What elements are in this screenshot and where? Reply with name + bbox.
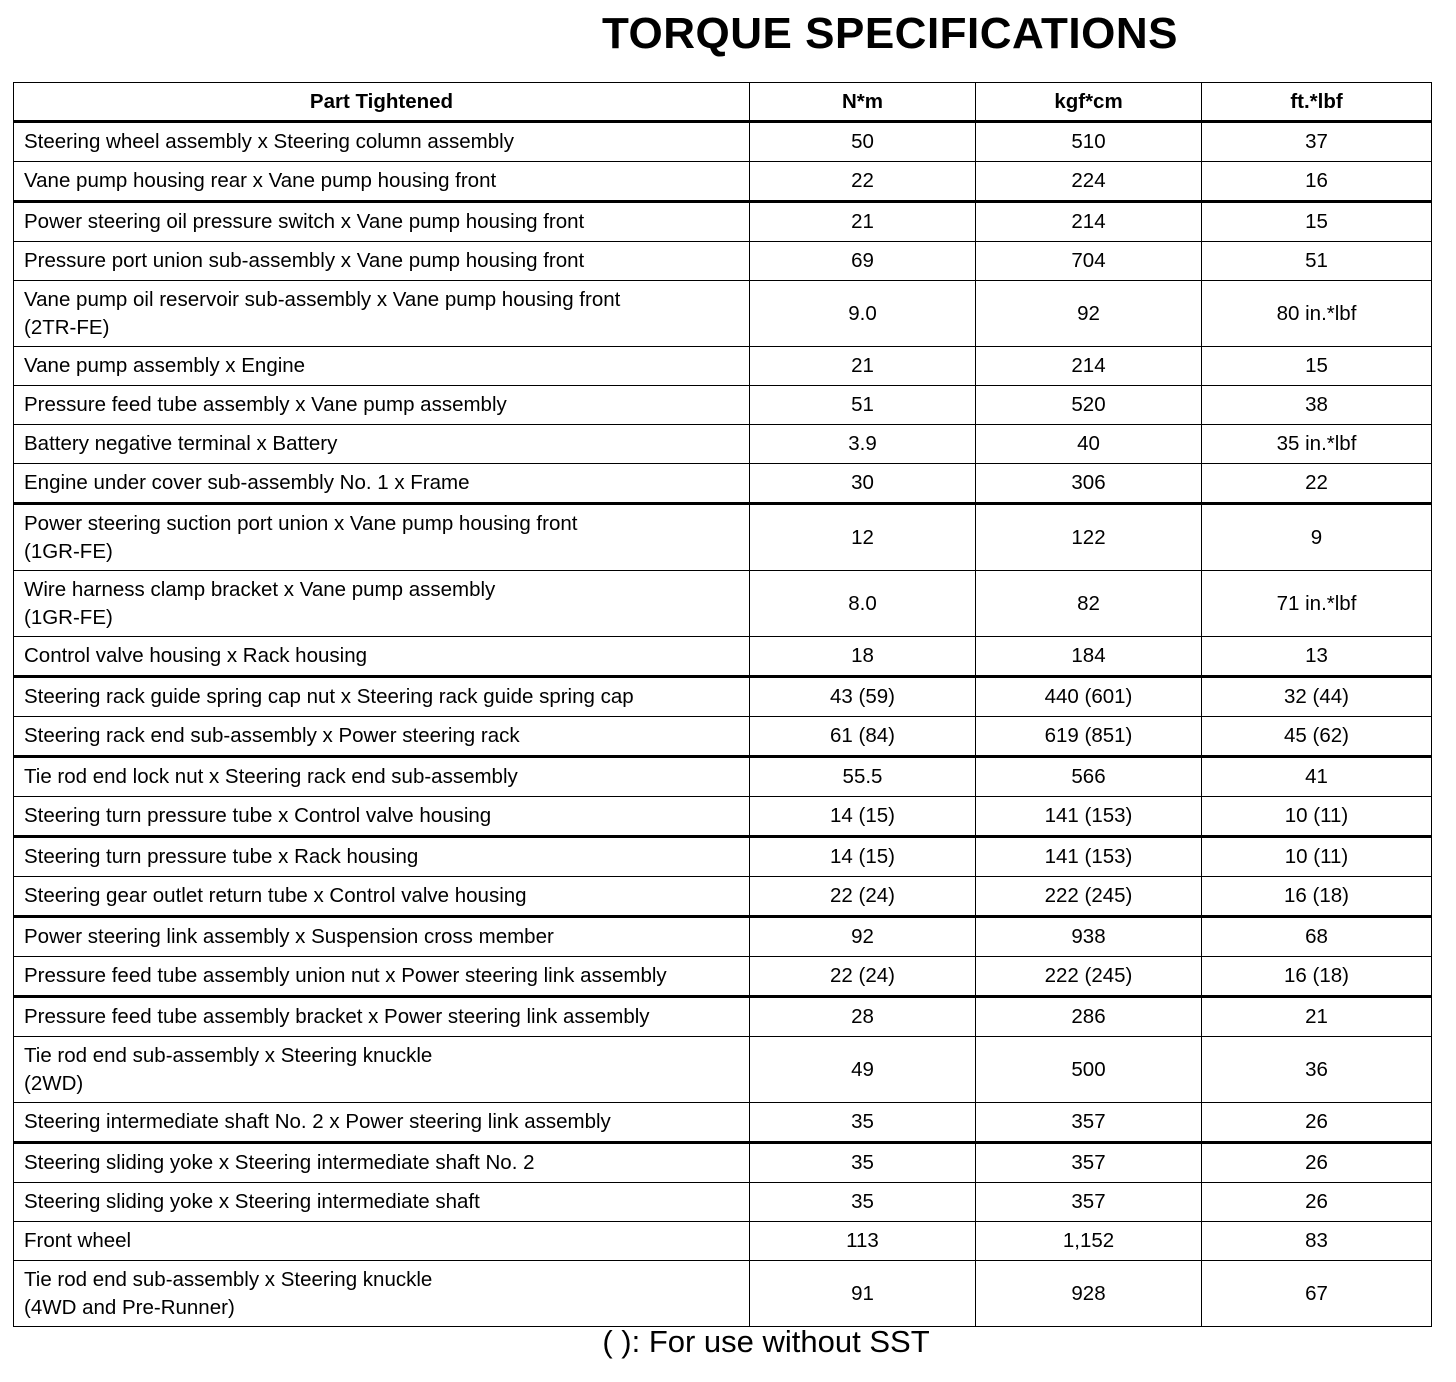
cell-ftlbf: 38 bbox=[1202, 386, 1432, 425]
cell-kgfcm: 214 bbox=[976, 202, 1202, 242]
cell-kgfcm: 214 bbox=[976, 347, 1202, 386]
cell-kgfcm: 619 (851) bbox=[976, 717, 1202, 757]
cell-nm: 22 bbox=[750, 162, 976, 202]
cell-kgfcm: 40 bbox=[976, 425, 1202, 464]
cell-nm: 55.5 bbox=[750, 757, 976, 797]
cell-part: Vane pump assembly x Engine bbox=[14, 347, 750, 386]
cell-nm: 14 (15) bbox=[750, 837, 976, 877]
cell-part: Power steering oil pressure switch x Vane pump housing front bbox=[14, 202, 750, 242]
cell-part: Steering wheel assembly x Steering column assembly bbox=[14, 122, 750, 162]
table-body bbox=[14, 122, 1432, 1327]
cell-nm: 8.0 bbox=[750, 571, 976, 637]
cell-ftlbf: 51 bbox=[1202, 242, 1432, 281]
cell-ftlbf: 32 (44) bbox=[1202, 677, 1432, 717]
cell-nm: 91 bbox=[750, 1261, 976, 1327]
cell-part: Tie rod end lock nut x Steering rack end sub-assembly bbox=[14, 757, 750, 797]
table-row bbox=[14, 242, 1432, 281]
table-row bbox=[14, 677, 1432, 717]
cell-part: Pressure port union sub-assembly x Vane pump housing front bbox=[14, 242, 750, 281]
cell-kgfcm: 928 bbox=[976, 1261, 1202, 1327]
table-row bbox=[14, 571, 1432, 637]
cell-kgfcm: 141 (153) bbox=[976, 797, 1202, 837]
header-ftlbf: ft.*lbf bbox=[1202, 83, 1432, 122]
table-row bbox=[14, 162, 1432, 202]
cell-part: Steering sliding yoke x Steering intermediate shaft bbox=[14, 1183, 750, 1222]
cell-nm: 61 (84) bbox=[750, 717, 976, 757]
cell-ftlbf: 10 (11) bbox=[1202, 797, 1432, 837]
cell-kgfcm: 222 (245) bbox=[976, 877, 1202, 917]
cell-part: Tie rod end sub-assembly x Steering knuckle (4WD and Pre-Runner) bbox=[14, 1261, 750, 1327]
cell-ftlbf: 16 (18) bbox=[1202, 877, 1432, 917]
cell-nm: 35 bbox=[750, 1183, 976, 1222]
cell-nm: 35 bbox=[750, 1143, 976, 1183]
cell-nm: 3.9 bbox=[750, 425, 976, 464]
table-row bbox=[14, 1143, 1432, 1183]
cell-ftlbf: 41 bbox=[1202, 757, 1432, 797]
table-row bbox=[14, 202, 1432, 242]
cell-nm: 21 bbox=[750, 202, 976, 242]
cell-kgfcm: 224 bbox=[976, 162, 1202, 202]
table-row bbox=[14, 504, 1432, 571]
cell-nm: 12 bbox=[750, 504, 976, 571]
torque-spec-table bbox=[13, 82, 1432, 1327]
cell-ftlbf: 35 in.*lbf bbox=[1202, 425, 1432, 464]
table-row bbox=[14, 917, 1432, 957]
cell-kgfcm: 500 bbox=[976, 1037, 1202, 1103]
cell-part: Control valve housing x Rack housing bbox=[14, 637, 750, 677]
cell-ftlbf: 67 bbox=[1202, 1261, 1432, 1327]
cell-kgfcm: 222 (245) bbox=[976, 957, 1202, 997]
cell-nm: 14 (15) bbox=[750, 797, 976, 837]
cell-kgfcm: 440 (601) bbox=[976, 677, 1202, 717]
table-row bbox=[14, 122, 1432, 162]
cell-ftlbf: 22 bbox=[1202, 464, 1432, 504]
table-row bbox=[14, 425, 1432, 464]
table-row bbox=[14, 1103, 1432, 1143]
table-row bbox=[14, 957, 1432, 997]
table-row bbox=[14, 757, 1432, 797]
cell-nm: 43 (59) bbox=[750, 677, 976, 717]
table-row bbox=[14, 347, 1432, 386]
cell-nm: 30 bbox=[750, 464, 976, 504]
table-header-row bbox=[14, 83, 1432, 122]
cell-part: Power steering link assembly x Suspension cross member bbox=[14, 917, 750, 957]
cell-kgfcm: 1,152 bbox=[976, 1222, 1202, 1261]
cell-part: Engine under cover sub-assembly No. 1 x Frame bbox=[14, 464, 750, 504]
cell-ftlbf: 26 bbox=[1202, 1103, 1432, 1143]
cell-ftlbf: 83 bbox=[1202, 1222, 1432, 1261]
footnote: ( ): For use without SST bbox=[602, 1324, 930, 1359]
table-row bbox=[14, 797, 1432, 837]
table-row bbox=[14, 386, 1432, 425]
cell-part: Steering rack end sub-assembly x Power steering rack bbox=[14, 717, 750, 757]
cell-nm: 49 bbox=[750, 1037, 976, 1103]
cell-kgfcm: 566 bbox=[976, 757, 1202, 797]
cell-nm: 21 bbox=[750, 347, 976, 386]
cell-kgfcm: 520 bbox=[976, 386, 1202, 425]
cell-nm: 92 bbox=[750, 917, 976, 957]
cell-nm: 51 bbox=[750, 386, 976, 425]
cell-nm: 113 bbox=[750, 1222, 976, 1261]
cell-kgfcm: 357 bbox=[976, 1143, 1202, 1183]
cell-part: Pressure feed tube assembly union nut x Power steering link assembly bbox=[14, 957, 750, 997]
cell-part: Power steering suction port union x Vane pump housing front (1GR-FE) bbox=[14, 504, 750, 571]
cell-nm: 22 (24) bbox=[750, 957, 976, 997]
cell-ftlbf: 68 bbox=[1202, 917, 1432, 957]
cell-ftlbf: 80 in.*lbf bbox=[1202, 281, 1432, 347]
cell-kgfcm: 510 bbox=[976, 122, 1202, 162]
cell-part: Steering turn pressure tube x Control valve housing bbox=[14, 797, 750, 837]
cell-ftlbf: 13 bbox=[1202, 637, 1432, 677]
cell-kgfcm: 357 bbox=[976, 1103, 1202, 1143]
cell-ftlbf: 21 bbox=[1202, 997, 1432, 1037]
cell-ftlbf: 71 in.*lbf bbox=[1202, 571, 1432, 637]
cell-part: Pressure feed tube assembly x Vane pump assembly bbox=[14, 386, 750, 425]
cell-part: Steering rack guide spring cap nut x Steering rack guide spring cap bbox=[14, 677, 750, 717]
table-row bbox=[14, 997, 1432, 1037]
cell-part: Tie rod end sub-assembly x Steering knuckle (2WD) bbox=[14, 1037, 750, 1103]
cell-kgfcm: 938 bbox=[976, 917, 1202, 957]
cell-kgfcm: 704 bbox=[976, 242, 1202, 281]
cell-nm: 50 bbox=[750, 122, 976, 162]
cell-nm: 28 bbox=[750, 997, 976, 1037]
table-row bbox=[14, 717, 1432, 757]
table-row bbox=[14, 637, 1432, 677]
cell-nm: 22 (24) bbox=[750, 877, 976, 917]
header-kgfcm: kgf*cm bbox=[976, 83, 1202, 122]
cell-part: Wire harness clamp bracket x Vane pump assembly (1GR-FE) bbox=[14, 571, 750, 637]
cell-part: Vane pump housing rear x Vane pump housing front bbox=[14, 162, 750, 202]
cell-part: Vane pump oil reservoir sub-assembly x Vane pump housing front (2TR-FE) bbox=[14, 281, 750, 347]
cell-ftlbf: 15 bbox=[1202, 202, 1432, 242]
cell-kgfcm: 184 bbox=[976, 637, 1202, 677]
cell-part: Steering intermediate shaft No. 2 x Power steering link assembly bbox=[14, 1103, 750, 1143]
cell-kgfcm: 92 bbox=[976, 281, 1202, 347]
table-row bbox=[14, 1222, 1432, 1261]
table-row bbox=[14, 877, 1432, 917]
cell-part: Battery negative terminal x Battery bbox=[14, 425, 750, 464]
header-nm: N*m bbox=[750, 83, 976, 122]
cell-part: Pressure feed tube assembly bracket x Power steering link assembly bbox=[14, 997, 750, 1037]
page-title: TORQUE SPECIFICATIONS bbox=[601, 9, 1179, 58]
cell-kgfcm: 82 bbox=[976, 571, 1202, 637]
table-row bbox=[14, 837, 1432, 877]
table-row bbox=[14, 281, 1432, 347]
cell-ftlbf: 36 bbox=[1202, 1037, 1432, 1103]
cell-ftlbf: 16 bbox=[1202, 162, 1432, 202]
cell-nm: 69 bbox=[750, 242, 976, 281]
cell-part: Steering turn pressure tube x Rack housing bbox=[14, 837, 750, 877]
cell-nm: 35 bbox=[750, 1103, 976, 1143]
table-row bbox=[14, 464, 1432, 504]
table-row bbox=[14, 1037, 1432, 1103]
table-row bbox=[14, 1261, 1432, 1327]
cell-kgfcm: 286 bbox=[976, 997, 1202, 1037]
cell-part: Steering gear outlet return tube x Control valve housing bbox=[14, 877, 750, 917]
cell-ftlbf: 9 bbox=[1202, 504, 1432, 571]
cell-ftlbf: 16 (18) bbox=[1202, 957, 1432, 997]
cell-ftlbf: 26 bbox=[1202, 1183, 1432, 1222]
header-part-tightened: Part Tightened bbox=[14, 83, 750, 122]
cell-kgfcm: 306 bbox=[976, 464, 1202, 504]
cell-ftlbf: 10 (11) bbox=[1202, 837, 1432, 877]
cell-ftlbf: 37 bbox=[1202, 122, 1432, 162]
cell-part: Front wheel bbox=[14, 1222, 750, 1261]
cell-kgfcm: 141 (153) bbox=[976, 837, 1202, 877]
cell-ftlbf: 26 bbox=[1202, 1143, 1432, 1183]
cell-part: Steering sliding yoke x Steering intermediate shaft No. 2 bbox=[14, 1143, 750, 1183]
cell-nm: 9.0 bbox=[750, 281, 976, 347]
table-row bbox=[14, 1183, 1432, 1222]
cell-ftlbf: 15 bbox=[1202, 347, 1432, 386]
cell-kgfcm: 357 bbox=[976, 1183, 1202, 1222]
cell-ftlbf: 45 (62) bbox=[1202, 717, 1432, 757]
cell-kgfcm: 122 bbox=[976, 504, 1202, 571]
cell-nm: 18 bbox=[750, 637, 976, 677]
